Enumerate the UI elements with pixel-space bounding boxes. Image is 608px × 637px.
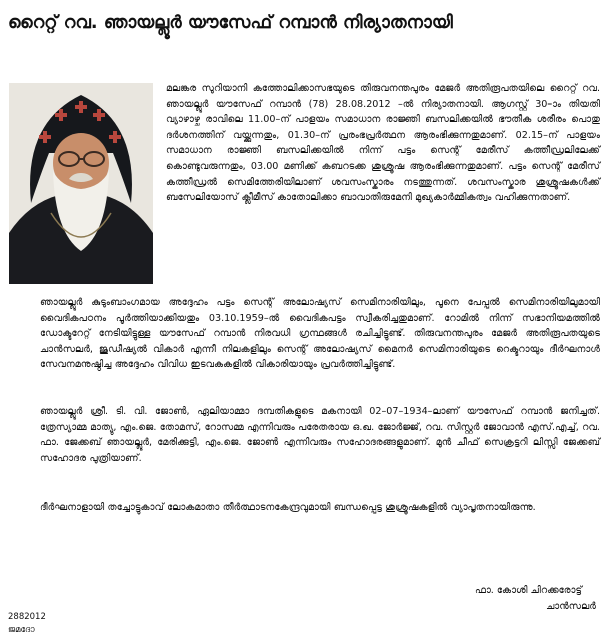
portrait-photo — [9, 83, 153, 284]
footer-reference: 2882012 — [8, 612, 46, 622]
page-title: റൈറ്റ് റവ. ഞായല്ലൂർ യൗസേഫ് റമ്പാൻ നിര്യാതനായി — [8, 13, 453, 33]
paragraph-1: മലങ്കര സുറിയാനി കത്തോലിക്കാസഭയുടെ തിരുവനന്തപുരം മേജർ അതിരൂപതയിലെ റൈറ്റ് റവ. ഞായല്ലൂർ യൗസേഫ് റമ്പാൻ (78) 28.08.2012 –ൽ നിര്യാതനായി. ആഗസ്റ്റ് 30–ാം തിയതി വ്യാഴാഴ്ച രാവിലെ 11.00–ന് പാളയം സമാധാന രാജ്ഞി ബസലിക്കയിൽ ഭൗതീക ശരീരം പൊതു ദർശനത്തിന് വയ്ക്കുന്നതും, 01.30–ന് പ്രരംഭപ്രർത്ഥന ആരംഭിക്കുന്നതുമാണ്. 02.15–ന് പാളയം സമാധാന രാജ്ഞി ബസലിക്കയിൽ നിന്ന് പട്ടം സെന്റ് മേരീസ് കത്തീഡ്രലിലേക്ക് കൊണ്ടുവരുന്നതും, 03.00 മണിക്ക് കബറടക്ക ശുശ്രൂഷ ആരംഭിക്കുന്നതുമാണ്. പട്ടം സെന്റ് മേരീസ് കത്തീഡ്രൽ സെമിത്തേരിയിലാണ് ശവസംസ്കാരം നടത്തുന്നത്. ശവസംസ്കാര ശുശ്രൂഷകൾക്ക് ബസേലിയോസ് ക്ലീമീസ് കാതോലിക്കാ ബാവാതിരുമേനി മുഖ്യകാർമ്മികത്വം വഹിക്കുന്നതാണ്. — [166, 83, 600, 204]
paragraph-2: ഞായല്ലൂർ കുടുംബാംഗമായ അദ്ദേഹം പട്ടം സെന്റ് അലോഷ്യസ് സെമിനാരിയിലും, പൂനെ പേപ്പൽ സെമിനാരിയിലുമായി വൈദികപഠനം പൂർത്തിയാക്കിയതും 03.10.1959–ൽ വൈദികപട്ടം സ്വീകരിച്ചതുമാണ്. റോമിൽ നിന്ന് സഭാനിയമത്തിൽ ഡോക്ടറേറ്റ് നേടിയിട്ടുള്ള യൗസേഫ് റമ്പാൻ നിരവധി ഗ്രന്ഥങ്ങൾ രചിച്ചിട്ടുണ്ട്. തിരുവനന്തപുരം മേജർ അതിരൂപതയുടെ ചാൻസലർ, ജുഡീഷ്യൽ വികാർ എന്നീ നിലകളിലും സെന്റ് അലോഷ്യസ് മൈനർ സെമിനാരിയുടെ റെക്ടറായും ദീർഘനാൾ സേവനമനുഷ്ഠിച്ച അദ്ദേഹം വിവിധ ഇടവകകളിൽ വികാരിയായും പ്രവർത്തിച്ചിട്ടുണ്ട്. — [40, 297, 600, 371]
footer-place: ജമദോ — [8, 625, 35, 635]
portrait-illustration — [9, 83, 153, 284]
paragraph-4: ദീർഘനാളായി തച്ചോട്ടുകാവ് ലോകമാതാ തീർത്ഥാടനകേന്ദ്രവുമായി ബന്ധപ്പെട്ട ശുശ്രൂഷകളിൽ വ്യാപൃതനായിരുന്നു. — [40, 502, 536, 513]
signature-title: ചാൻസലർ — [546, 601, 596, 612]
signature-name: ഫാ. കോശി ചിറക്കരോട്ട് — [474, 585, 582, 596]
paragraph-3: ഞായല്ലൂർ ശ്രീ. ടി. വി. ജോൺ, ഏലിയാമ്മാ ദമ്പതികളുടെ മകനായി 02–07–1934–ലാണ് യൗസേഫ് റമ്പാൻ ജനിച്ചത്. ത്രേസ്യാമ്മ മാത്യു, എം.ജെ. തോമസ്, റോസമ്മ എന്നിവരും പരേതരായ ഒ.ഖ. ജോർജ്ജ്, റവ. സിസ്റ്റർ ജോവാൻ എസ്.എച്ച്, റവ. ഫാ. ജേക്കബ് ഞായല്ലൂർ, മേരിക്കുട്ടി, എം.ജെ. ജോൺ എന്നിവരും സഹോദരങ്ങളുമാണ്. മുൻ ചീഫ് സെക്രട്ടറി ലിസ്സി ജേക്കബ് സഹോദര പുത്രിയാണ്. — [40, 406, 600, 464]
